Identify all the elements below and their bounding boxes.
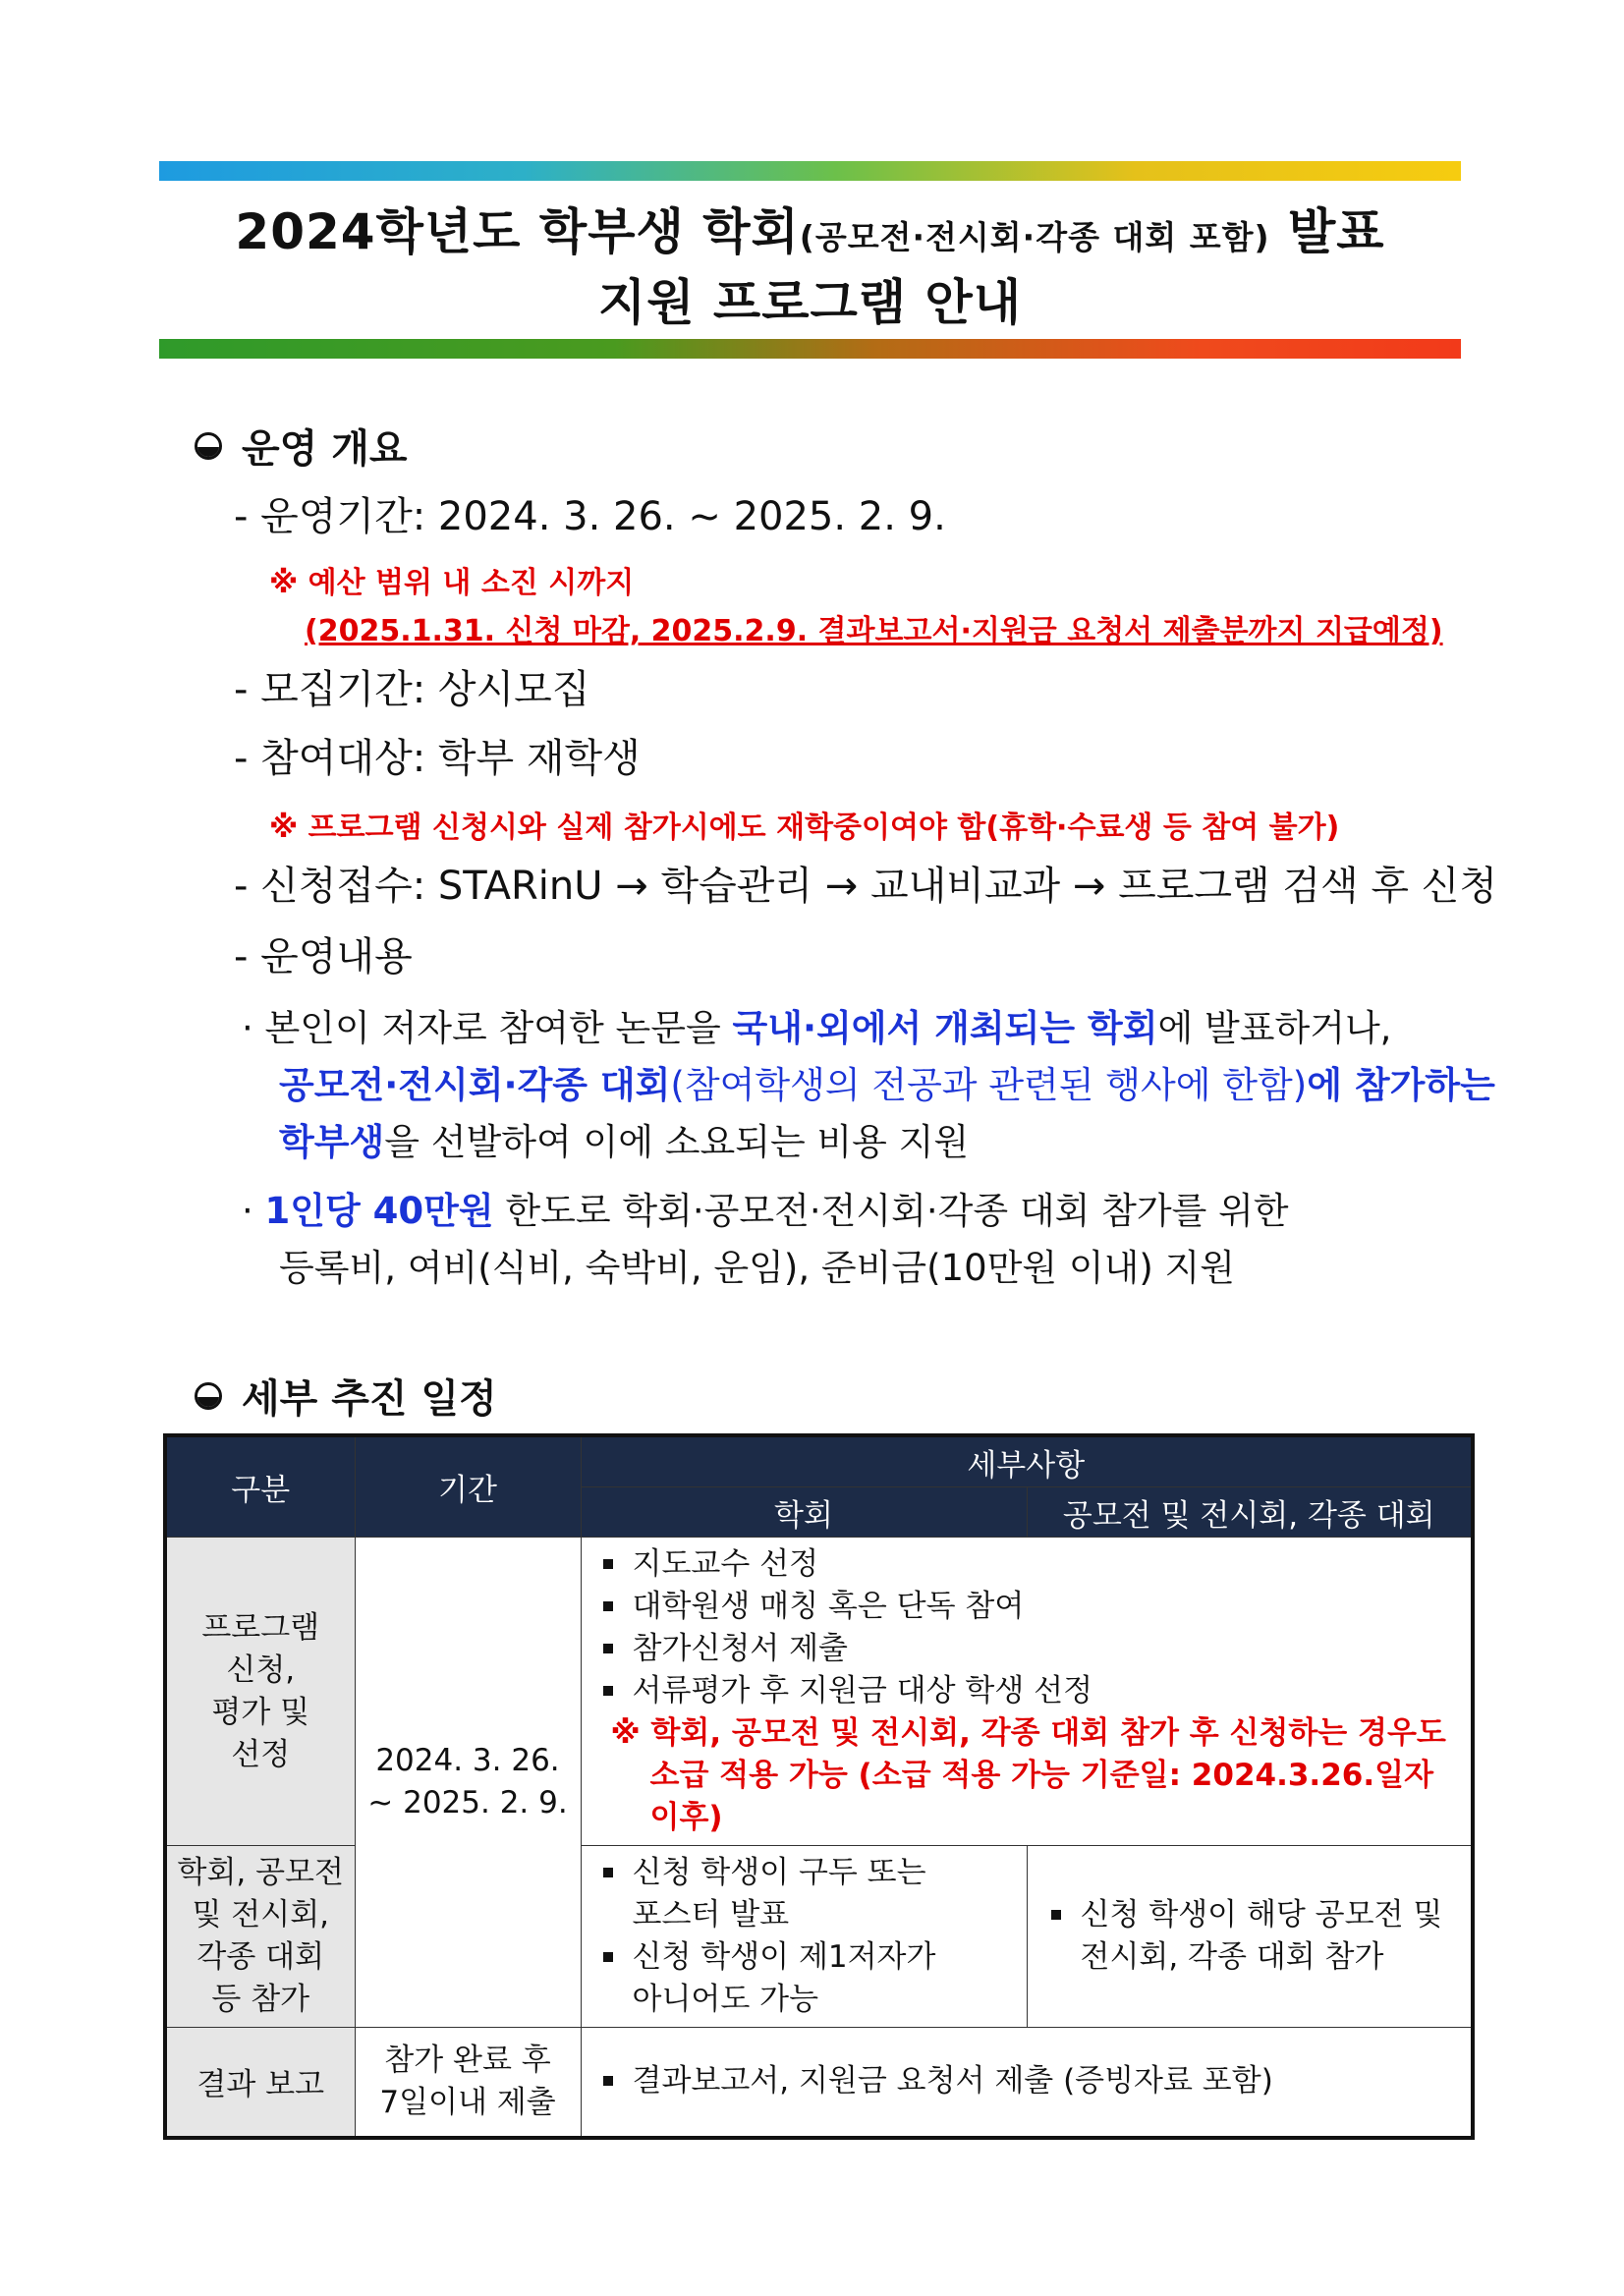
recruit-period: - 모집기간: 상시모집 bbox=[234, 667, 590, 712]
header-contest: 공모전 및 전시회, 각종 대회 bbox=[1027, 1487, 1473, 1538]
content-line-5: 등록비, 여비(식비, 숙박비, 운임), 준비금(10만원 이내) 지원 bbox=[279, 1247, 1236, 1289]
content-line-3: 학부생을 선발하여 이에 소요되는 비용 지원 bbox=[279, 1121, 970, 1163]
half-circle-bullet-icon bbox=[195, 432, 222, 460]
list-item: 신청 학생이 제1저자가 아니어도 가능 bbox=[603, 1936, 1017, 2021]
square-bullet-icon bbox=[1051, 1910, 1061, 1920]
list-item: 대학원생 매칭 혹은 단독 참여 bbox=[603, 1586, 1462, 1628]
row3-period: 참가 완료 후 7일이내 제출 bbox=[355, 2028, 581, 2138]
header-details: 세부사항 bbox=[581, 1435, 1473, 1487]
square-bullet-icon bbox=[603, 2076, 613, 2086]
row2-contest bbox=[1027, 1846, 1473, 2028]
page-title-line2: 지원 프로그램 안내 bbox=[597, 274, 1023, 331]
list-item: 결과보고서, 지원금 요청서 제출 (증빙자료 포함) bbox=[603, 2060, 1462, 2102]
content-label: - 운영내용 bbox=[234, 934, 413, 980]
list-item: 신청 학생이 해당 공모전 및 전시회, 각종 대회 참가 bbox=[1051, 1894, 1462, 1979]
row2-conference bbox=[581, 1846, 1027, 2028]
list-item: 서류평가 후 지원금 대상 학생 선정 bbox=[603, 1670, 1462, 1712]
budget-note: ※ 예산 범위 내 소진 시까지 bbox=[269, 566, 635, 600]
square-bullet-icon bbox=[603, 1644, 613, 1653]
target: - 참여대상: 학부 재학생 bbox=[234, 736, 641, 781]
square-bullet-icon bbox=[603, 1559, 613, 1569]
page-title-line1: 2024학년도 학부생 학회(공모전·전시회·각종 대회 포함) 발표 bbox=[235, 203, 1385, 260]
row1-category: 프로그램 신청, 평가 및 선정 bbox=[165, 1538, 355, 1846]
list-item: 참가신청서 제출 bbox=[603, 1628, 1462, 1670]
schedule-heading: 세부 추진 일정 bbox=[195, 1368, 497, 1424]
row1-details bbox=[581, 1538, 1473, 1846]
header-top-gradient-bar bbox=[159, 161, 1461, 181]
deadline-note: (2025.1.31. 신청 마감, 2025.2.9. 결과보고서·지원금 요청서 제출분까지 지급예정) bbox=[305, 614, 1443, 648]
square-bullet-icon bbox=[603, 1952, 613, 1962]
content-line-4: · 1인당 40만원 한도로 학회·공모전·전시회·각종 대회 참가를 위한 bbox=[242, 1190, 1289, 1232]
list-item: 지도교수 선정 bbox=[603, 1543, 1462, 1586]
retroactive-note-1: ※ 학회, 공모전 및 전시회, 각종 대회 참가 후 신청하는 경우도 bbox=[610, 1715, 1446, 1751]
header-conference: 학회 bbox=[581, 1487, 1027, 1538]
content-line-2: 공모전·전시회·각종 대회(참여학생의 전공과 관련된 행사에 한함)에 참가하는 bbox=[279, 1064, 1495, 1106]
row2-category: 학회, 공모전 및 전시회, 각종 대회 등 참가 bbox=[165, 1846, 355, 2028]
overview-heading: 운영 개요 bbox=[195, 418, 408, 474]
list-item: 신청 학생이 구두 또는 포스터 발표 bbox=[603, 1852, 1017, 1936]
retroactive-note-2: 소급 적용 가능 (소급 적용 가능 기준일: 2024.3.26.일자 이후) bbox=[649, 1758, 1434, 1835]
half-circle-bullet-icon bbox=[195, 1382, 222, 1410]
square-bullet-icon bbox=[603, 1686, 613, 1696]
header-bottom-gradient-bar bbox=[159, 339, 1461, 359]
target-note: ※ 프로그램 신청시와 실제 참가시에도 재학중이여야 함(휴학·수료생 등 참여 불가) bbox=[269, 811, 1340, 845]
application: - 신청접수: STARinU → 학습관리 → 교내비교과 → 프로그램 검색 후 신청 bbox=[234, 864, 1498, 909]
header-category: 구분 bbox=[165, 1435, 355, 1538]
operation-period: - 운영기간: 2024. 3. 26. ~ 2025. 2. 9. bbox=[234, 494, 946, 539]
square-bullet-icon bbox=[603, 1868, 613, 1877]
row3-details bbox=[581, 2028, 1473, 2138]
square-bullet-icon bbox=[603, 1601, 613, 1611]
header-period: 기간 bbox=[355, 1435, 581, 1538]
content-line-1: · 본인이 저자로 참여한 논문을 국내·외에서 개최되는 학회에 발표하거나, bbox=[242, 1007, 1392, 1049]
row3-category: 결과 보고 bbox=[165, 2028, 355, 2138]
row1-period: 2024. 3. 26. ~ 2025. 2. 9. bbox=[355, 1538, 581, 2028]
schedule-table bbox=[163, 1433, 1475, 2140]
